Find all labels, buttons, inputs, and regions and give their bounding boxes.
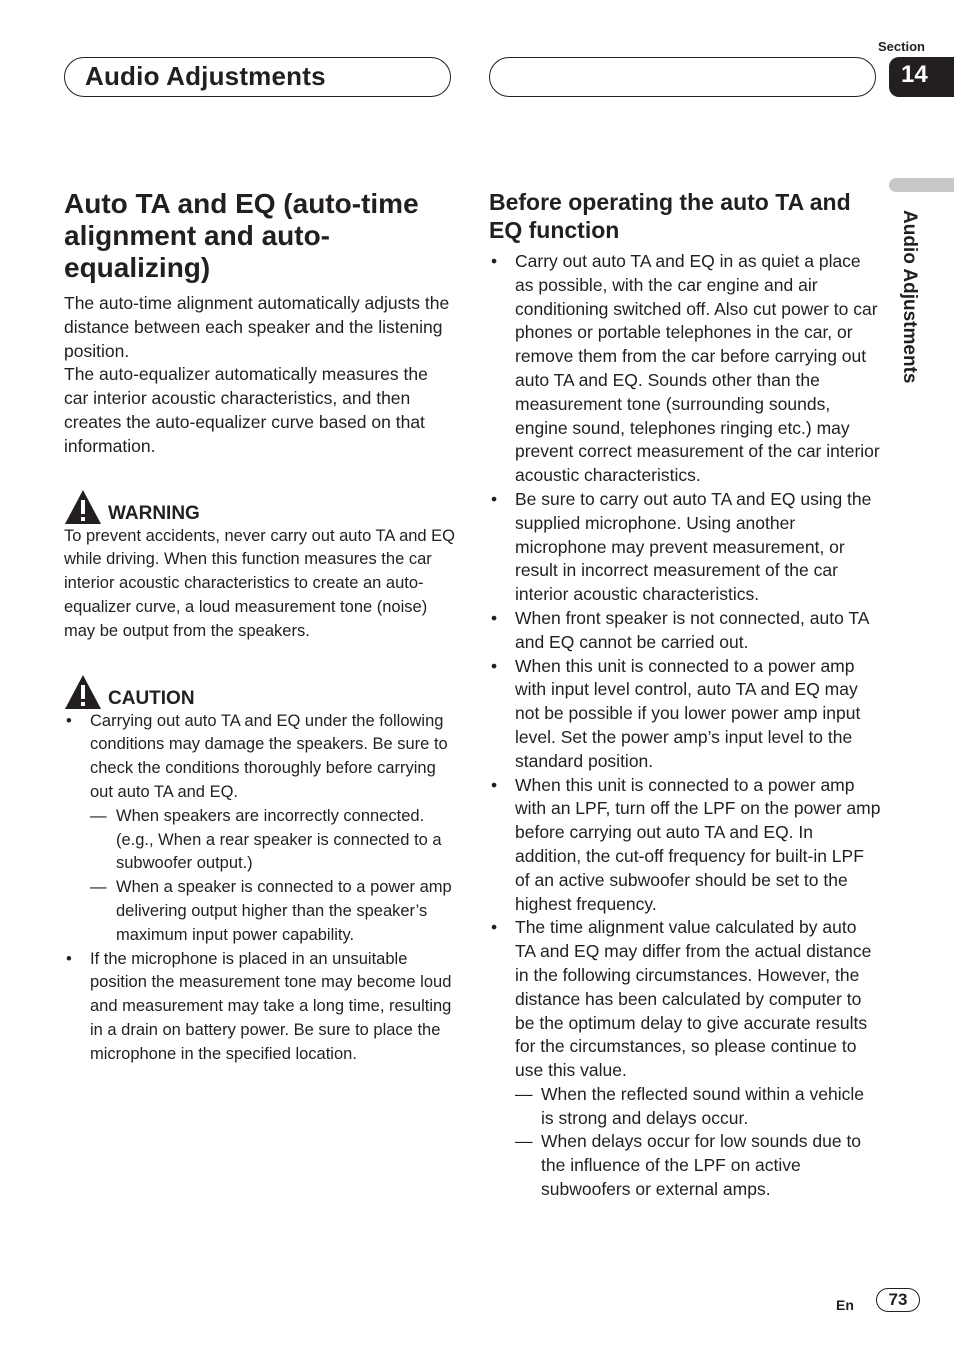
- list-item: — When delays occur for low sounds due to the influence of the LPF on active subwoofers or external amps.: [515, 1130, 881, 1201]
- warning-title: WARNING: [108, 502, 200, 524]
- page-number: 73: [876, 1288, 920, 1312]
- caution-block: [64, 674, 456, 1067]
- sub-heading: Before operating the auto TA and EQ function: [489, 189, 851, 243]
- left-column: [64, 188, 456, 1067]
- main-heading: Auto TA and EQ (auto-time alignment and auto-equalizing): [64, 188, 419, 283]
- caution-item-text: Carrying out auto TA and EQ under the following conditions may damage the speakers. Be sure to check the conditions thoroughly before carrying out auto TA and EQ.: [90, 711, 448, 801]
- list-item: — When speakers are incorrectly connected. (e.g., When a rear speaker is connected to a subwoofer output.): [90, 805, 456, 876]
- section-number: 14: [889, 57, 954, 97]
- list-item: • When this unit is connected to a power amp with an LPF, turn off the LPF on the power amp before carrying out auto TA and EQ. In addition, the cut-off frequency for built-in LPF of an active subwoofer should be set to the highest frequency.: [489, 774, 881, 917]
- circumstances-list: [515, 1083, 881, 1202]
- list-item: — When the reflected sound within a vehicle is strong and delays occur.: [515, 1083, 881, 1131]
- side-tab-marker: [889, 178, 954, 192]
- precautions-list: [489, 250, 881, 1202]
- right-column: [489, 188, 881, 1202]
- warning-text: To prevent accidents, never carry out auto TA and EQ while driving. When this function measures the car interior acoustic characteristics to create an auto-equalizer curve, a loud measurement tone (noise) may be output from the speakers.: [64, 526, 456, 640]
- header-title: Audio Adjustments: [85, 61, 326, 91]
- footer-language: En: [836, 1297, 854, 1313]
- warning-block: [64, 489, 456, 644]
- header-title-pill: [64, 57, 451, 97]
- list-item: • If the microphone is placed in an unsuitable position the measurement tone may become loud and measurement may take a long time, resulting in a drain on battery power. Be sure to place the microphone in the specified location.: [64, 948, 456, 1067]
- list-item: • Carry out auto TA and EQ in as quiet a place as possible, with the car engine and air conditioning switched off. Also cut power to car phones or portable telephones in the car, or remove them from the car before carrying out auto TA and EQ. Sounds other than the measurement tone (surrounding sounds, engine sound, telephones ringing etc.) may prevent correct measurement of the car interior acoustic characteristics.: [489, 250, 881, 488]
- caution-sub-list: [90, 805, 456, 948]
- caution-title: CAUTION: [108, 687, 195, 709]
- caution-list: [64, 710, 456, 1067]
- list-item: — When a speaker is connected to a power amp delivering output higher than the speaker’s maximum input power capability.: [90, 876, 456, 947]
- intro-paragraph-1: The auto-time alignment automatically adjusts the distance between each speaker and the listening position.: [64, 293, 450, 361]
- side-section-label: Audio Adjustments: [899, 210, 920, 384]
- list-item: • When front speaker is not connected, auto TA and EQ cannot be carried out.: [489, 607, 881, 655]
- list-item: • When this unit is connected to a power amp with input level control, auto TA and EQ may not be possible if you lower power amp input level. Set the power amp’s input level to the standard position.: [489, 655, 881, 774]
- list-item: [64, 710, 456, 948]
- intro-paragraph-2: The auto-equalizer automatically measures the car interior acoustic characteristics, and then creates the auto-equalizer curve based on that information.: [64, 364, 428, 456]
- list-item: [489, 916, 881, 1202]
- list-item: • Be sure to carry out auto TA and EQ using the supplied microphone. Using another microphone may prevent measurement, or result in incorrect measurement of the car interior acoustic characteristics.: [489, 488, 881, 607]
- header-empty-pill: [489, 57, 876, 97]
- section-label: Section: [878, 39, 925, 54]
- warning-triangle-icon: [64, 489, 102, 525]
- list-item-text: The time alignment value calculated by auto TA and EQ may differ from the actual distance in the following circumstances. However, the distance has been calculated by computer to be the optimum delay to give accurate results for the circumstances, so please continue to use this value.: [515, 917, 872, 1081]
- caution-triangle-icon: [64, 674, 102, 710]
